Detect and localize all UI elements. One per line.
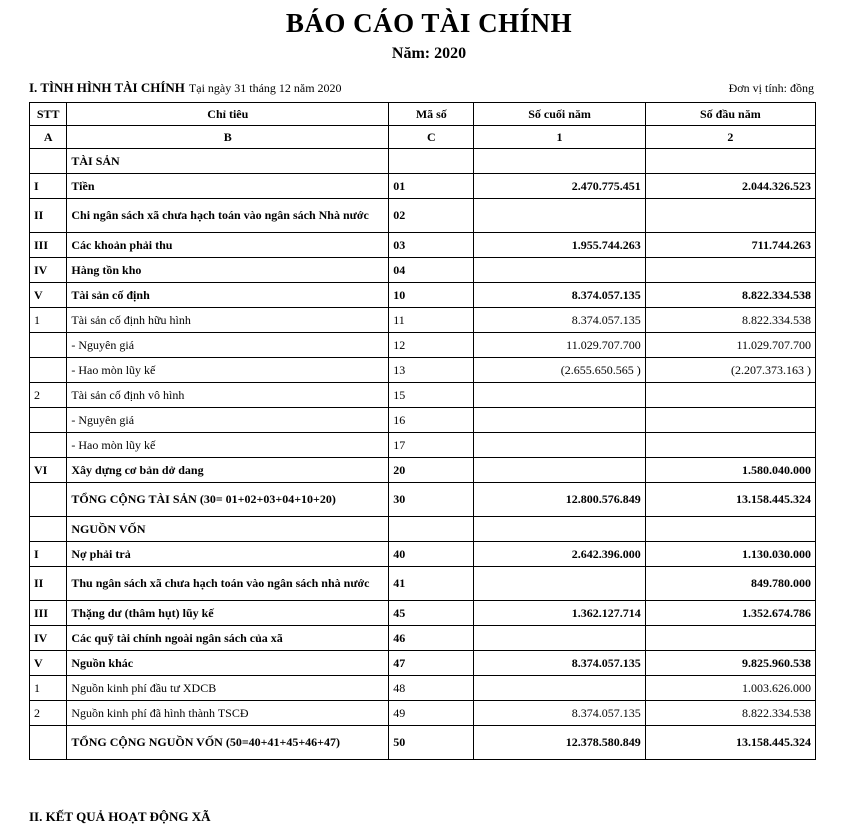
cell-year-end: 8.374.057.135 <box>474 651 645 676</box>
section1-date: Tại ngày 31 tháng 12 năm 2020 <box>188 81 342 95</box>
table-row <box>30 726 816 760</box>
subheader-a: A <box>30 126 67 149</box>
cell-stt <box>30 149 67 174</box>
cell-stt: V <box>30 651 67 676</box>
report-year: Năm: 2020 <box>391 45 467 62</box>
cell-year-begin: 1.130.030.000 <box>645 542 815 567</box>
cell-year-end: 2.470.775.451 <box>474 174 645 199</box>
cell-code: 12 <box>389 333 474 358</box>
table-row <box>30 567 816 601</box>
header-code: Mã số <box>389 103 474 126</box>
header-row <box>30 103 816 126</box>
table-row <box>30 233 816 258</box>
cell-indicator: TÀI SẢN <box>67 149 389 174</box>
cell-stt: 1 <box>30 676 67 701</box>
cell-code: 47 <box>389 651 474 676</box>
cell-stt <box>30 433 67 458</box>
cell-indicator: Tài sản cố định <box>67 283 389 308</box>
cell-indicator: Xây dựng cơ bản dở dang <box>67 458 389 483</box>
unit-label: Đơn vị tính: đồng <box>728 81 814 95</box>
cell-indicator: - Nguyên giá <box>67 333 389 358</box>
cell-year-end: 2.642.396.000 <box>474 542 645 567</box>
cell-year-end: (2.655.650.565 ) <box>474 358 645 383</box>
cell-stt: I <box>30 174 67 199</box>
cell-year-begin: 2.044.326.523 <box>645 174 815 199</box>
table-row <box>30 408 816 433</box>
table-row <box>30 199 816 233</box>
cell-year-begin <box>645 199 815 233</box>
cell-code: 46 <box>389 626 474 651</box>
table-row <box>30 483 816 517</box>
cell-code: 17 <box>389 433 474 458</box>
cell-stt <box>30 333 67 358</box>
table-row <box>30 433 816 458</box>
table-row <box>30 358 816 383</box>
subheader-row <box>30 126 816 149</box>
cell-stt: V <box>30 283 67 308</box>
cell-year-begin <box>645 149 815 174</box>
cell-year-end: 8.374.057.135 <box>474 701 645 726</box>
table-row <box>30 308 816 333</box>
cell-stt <box>30 726 67 760</box>
cell-year-begin: 1.580.040.000 <box>645 458 815 483</box>
cell-year-begin: 13.158.445.324 <box>645 483 815 517</box>
cell-indicator: Các quỹ tài chính ngoài ngân sách của xã <box>67 626 389 651</box>
cell-stt <box>30 517 67 542</box>
cell-indicator: - Hao mòn lũy kế <box>67 433 389 458</box>
cell-indicator: Tài sản cố định hữu hình <box>67 308 389 333</box>
cell-year-begin <box>645 517 815 542</box>
cell-year-begin: 13.158.445.324 <box>645 726 815 760</box>
subheader-c: C <box>389 126 474 149</box>
section1-title: I. TÌNH HÌNH TÀI CHÍNH <box>29 80 185 95</box>
cell-year-begin <box>645 408 815 433</box>
cell-year-end <box>474 258 645 283</box>
cell-code: 41 <box>389 567 474 601</box>
table-row <box>30 651 816 676</box>
cell-code: 13 <box>389 358 474 383</box>
cell-year-begin: 8.822.334.538 <box>645 308 815 333</box>
cell-year-end: 11.029.707.700 <box>474 333 645 358</box>
cell-year-end <box>474 626 645 651</box>
cell-year-end <box>474 149 645 174</box>
cell-stt: IV <box>30 626 67 651</box>
cell-year-end <box>474 676 645 701</box>
cell-indicator: Tiền <box>67 174 389 199</box>
subheader-1: 1 <box>474 126 645 149</box>
cell-stt: I <box>30 542 67 567</box>
cell-year-end: 8.374.057.135 <box>474 308 645 333</box>
table-row <box>30 174 816 199</box>
cell-code: 49 <box>389 701 474 726</box>
cell-indicator: Nguồn khác <box>67 651 389 676</box>
cell-year-end <box>474 199 645 233</box>
cell-stt: IV <box>30 258 67 283</box>
cell-code: 45 <box>389 601 474 626</box>
cell-year-begin: 8.822.334.538 <box>645 701 815 726</box>
cell-stt: III <box>30 601 67 626</box>
header-indicator: Chỉ tiêu <box>67 103 389 126</box>
table-row <box>30 701 816 726</box>
section1-heading <box>29 80 342 96</box>
cell-code: 20 <box>389 458 474 483</box>
cell-year-end <box>474 567 645 601</box>
cell-stt <box>30 358 67 383</box>
table-row <box>30 283 816 308</box>
cell-year-begin: 1.352.674.786 <box>645 601 815 626</box>
table-row <box>30 149 816 174</box>
cell-code: 50 <box>389 726 474 760</box>
cell-year-end: 8.374.057.135 <box>474 283 645 308</box>
cell-stt: 1 <box>30 308 67 333</box>
table-row <box>30 383 816 408</box>
cell-year-end <box>474 383 645 408</box>
table-row <box>30 333 816 358</box>
cell-stt: 2 <box>30 383 67 408</box>
table-body <box>30 149 816 760</box>
table-row <box>30 517 816 542</box>
cell-year-end <box>474 517 645 542</box>
cell-code: 02 <box>389 199 474 233</box>
cell-code <box>389 149 474 174</box>
cell-indicator: Thặng dư (thâm hụt) lũy kế <box>67 601 389 626</box>
table-row <box>30 601 816 626</box>
cell-year-begin <box>645 626 815 651</box>
cell-year-end: 12.378.580.849 <box>474 726 645 760</box>
table-row <box>30 542 816 567</box>
cell-indicator: Hàng tồn kho <box>67 258 389 283</box>
subheader-b: B <box>67 126 389 149</box>
cell-indicator: NGUỒN VỐN <box>67 517 389 542</box>
header-year-begin: Số đầu năm <box>645 103 815 126</box>
cell-year-end <box>474 458 645 483</box>
cell-indicator: Các khoản phải thu <box>67 233 389 258</box>
table-row <box>30 458 816 483</box>
table-row <box>30 676 816 701</box>
cell-indicator: - Nguyên giá <box>67 408 389 433</box>
cell-year-begin: (2.207.373.163 ) <box>645 358 815 383</box>
cell-stt: 2 <box>30 701 67 726</box>
cell-code: 10 <box>389 283 474 308</box>
cell-stt: III <box>30 233 67 258</box>
cell-indicator: TỔNG CỘNG TÀI SẢN (30= 01+02+03+04+10+20) <box>67 483 389 517</box>
cell-code: 15 <box>389 383 474 408</box>
cell-year-begin <box>645 433 815 458</box>
cell-year-begin <box>645 383 815 408</box>
cell-year-begin: 1.003.626.000 <box>645 676 815 701</box>
table-row <box>30 258 816 283</box>
cell-indicator: Thu ngân sách xã chưa hạch toán vào ngân sách nhà nước <box>67 567 389 601</box>
cell-indicator: Chi ngân sách xã chưa hạch toán vào ngân sách Nhà nước <box>67 199 389 233</box>
cell-year-begin: 9.825.960.538 <box>645 651 815 676</box>
cell-year-end: 12.800.576.849 <box>474 483 645 517</box>
cell-indicator: - Hao mòn lũy kế <box>67 358 389 383</box>
cell-stt: II <box>30 199 67 233</box>
table-row <box>30 626 816 651</box>
cell-code: 04 <box>389 258 474 283</box>
cell-code: 40 <box>389 542 474 567</box>
cell-year-end: 1.955.744.263 <box>474 233 645 258</box>
cell-code: 11 <box>389 308 474 333</box>
report-title: BÁO CÁO TÀI CHÍNH <box>285 8 573 38</box>
cell-year-begin: 711.744.263 <box>645 233 815 258</box>
header-stt: STT <box>30 103 67 126</box>
cell-stt: VI <box>30 458 67 483</box>
cell-indicator: Nguồn kinh phí đầu tư XDCB <box>67 676 389 701</box>
cell-year-end <box>474 433 645 458</box>
cell-indicator: Nợ phải trả <box>67 542 389 567</box>
cell-indicator: Tài sản cố định vô hình <box>67 383 389 408</box>
cell-code: 03 <box>389 233 474 258</box>
cell-year-end <box>474 408 645 433</box>
cell-code: 16 <box>389 408 474 433</box>
cell-stt <box>30 408 67 433</box>
cell-code: 48 <box>389 676 474 701</box>
cell-code: 01 <box>389 174 474 199</box>
cell-year-begin: 8.822.334.538 <box>645 283 815 308</box>
cell-indicator: Nguồn kinh phí đã hình thành TSCĐ <box>67 701 389 726</box>
cell-year-begin: 849.780.000 <box>645 567 815 601</box>
header-year-end: Số cuối năm <box>474 103 645 126</box>
subheader-2: 2 <box>645 126 815 149</box>
cell-indicator: TỔNG CỘNG NGUỒN VỐN (50=40+41+45+46+47) <box>67 726 389 760</box>
cell-stt <box>30 483 67 517</box>
cell-stt: II <box>30 567 67 601</box>
cell-year-begin <box>645 258 815 283</box>
financial-table <box>29 102 816 760</box>
section2-heading: II. KẾT QUẢ HOẠT ĐỘNG XÃ <box>29 809 211 824</box>
cell-year-begin: 11.029.707.700 <box>645 333 815 358</box>
cell-code <box>389 517 474 542</box>
cell-year-end: 1.362.127.714 <box>474 601 645 626</box>
cell-code: 30 <box>389 483 474 517</box>
